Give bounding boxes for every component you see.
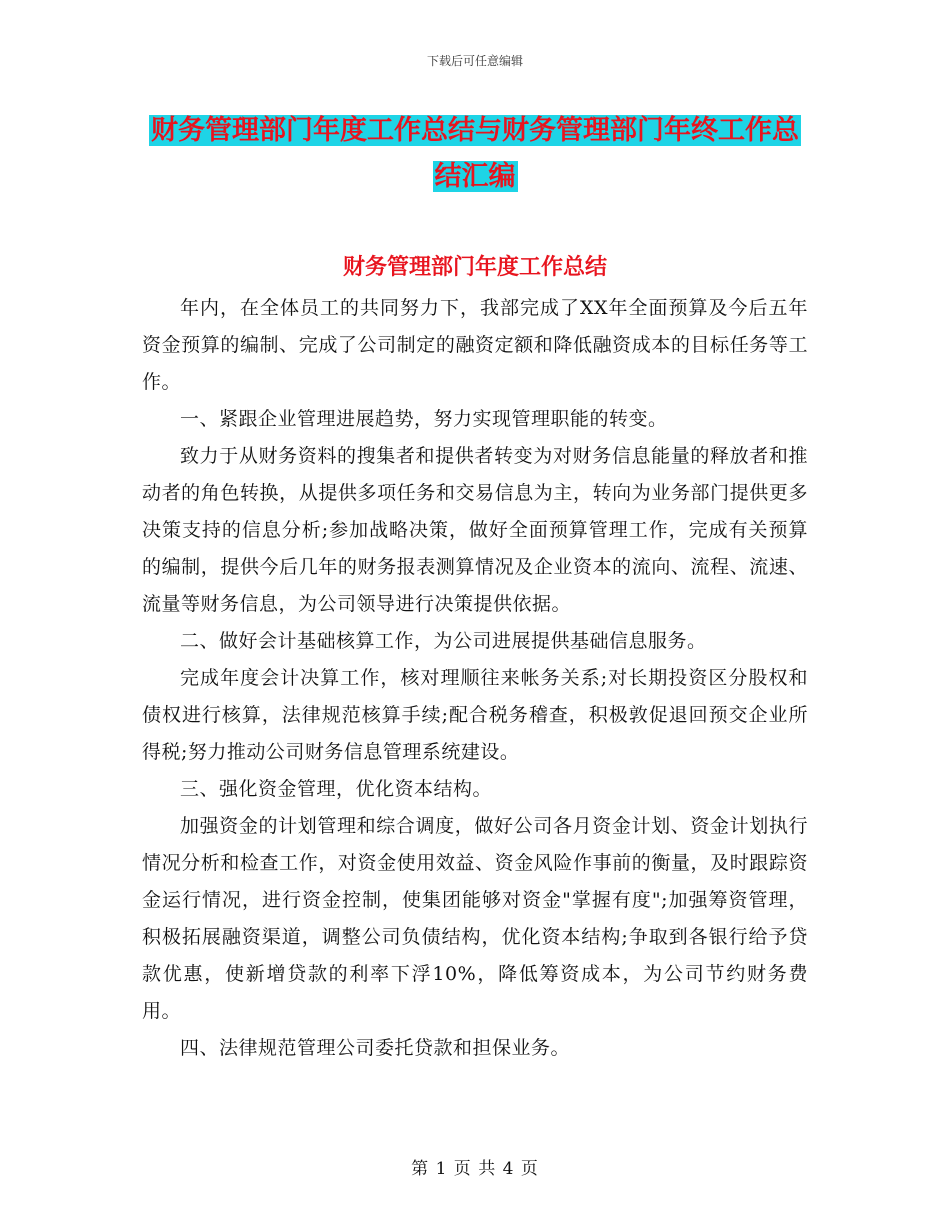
paragraph-1: 致力于从财务资料的搜集者和提供者转变为对财务信息能量的释放者和推动者的角色转换，从提供多项任务和交易信息为主，转向为业务部门提供更多决策支持的信息分析;参加战略决策，做好全面预算管理工作，完成有关预算的编制，提供今后几年的财务报表测算情况及企业资本的流向、流程、流速、流量等财务信息，为公司领导进行决策提供依据。: [142, 445, 808, 615]
document-title-text: 财务管理部门年度工作总结与财务管理部门年终工作总结汇编: [151, 115, 799, 192]
paragraph-2: 完成年度会计决算工作，核对理顺往来帐务关系;对长期投资区分股权和债权进行核算，法律规范核算手续;配合税务稽查，积极敦促退回预交企业所得税;努力推动公司财务信息管理系统建设。: [142, 667, 808, 763]
heading-3: 三、强化资金管理，优化资本结构。: [180, 778, 493, 800]
heading-1: 一、紧跟企业管理进展趋势，努力实现管理职能的转变。: [180, 408, 668, 430]
body-text: [142, 290, 808, 1067]
header-note: 下载后可任意编辑: [426, 54, 523, 68]
section-title: 财务管理部门年度工作总结: [342, 255, 607, 280]
paragraph-intro: 年内，在全体员工的共同努力下，我部完成了XX年全面预算及今后五年资金预算的编制、完成了公司制定的融资定额和降低融资成本的目标任务等工作。: [142, 297, 808, 393]
paragraph-3: 加强资金的计划管理和综合调度，做好公司各月资金计划、资金计划执行情况分析和检查工作，对资金使用效益、资金风险作事前的衡量，及时跟踪资金运行情况，进行资金控制，使集团能够对资金"掌握有度";加强筹资管理，积极拓展融资渠道，调整公司负债结构，优化资本结构;争取到各银行给予贷款优惠，使新增贷款的利率下浮10%，降低筹资成本，为公司节约财务费用。: [142, 815, 808, 1022]
heading-2: 二、做好会计基础核算工作，为公司进展提供基础信息服务。: [180, 630, 707, 652]
page-footer: 第 1 页 共 4 页: [411, 1159, 539, 1179]
document-title: [142, 108, 808, 200]
heading-4: 四、法律规范管理公司委托贷款和担保业务。: [180, 1037, 571, 1059]
